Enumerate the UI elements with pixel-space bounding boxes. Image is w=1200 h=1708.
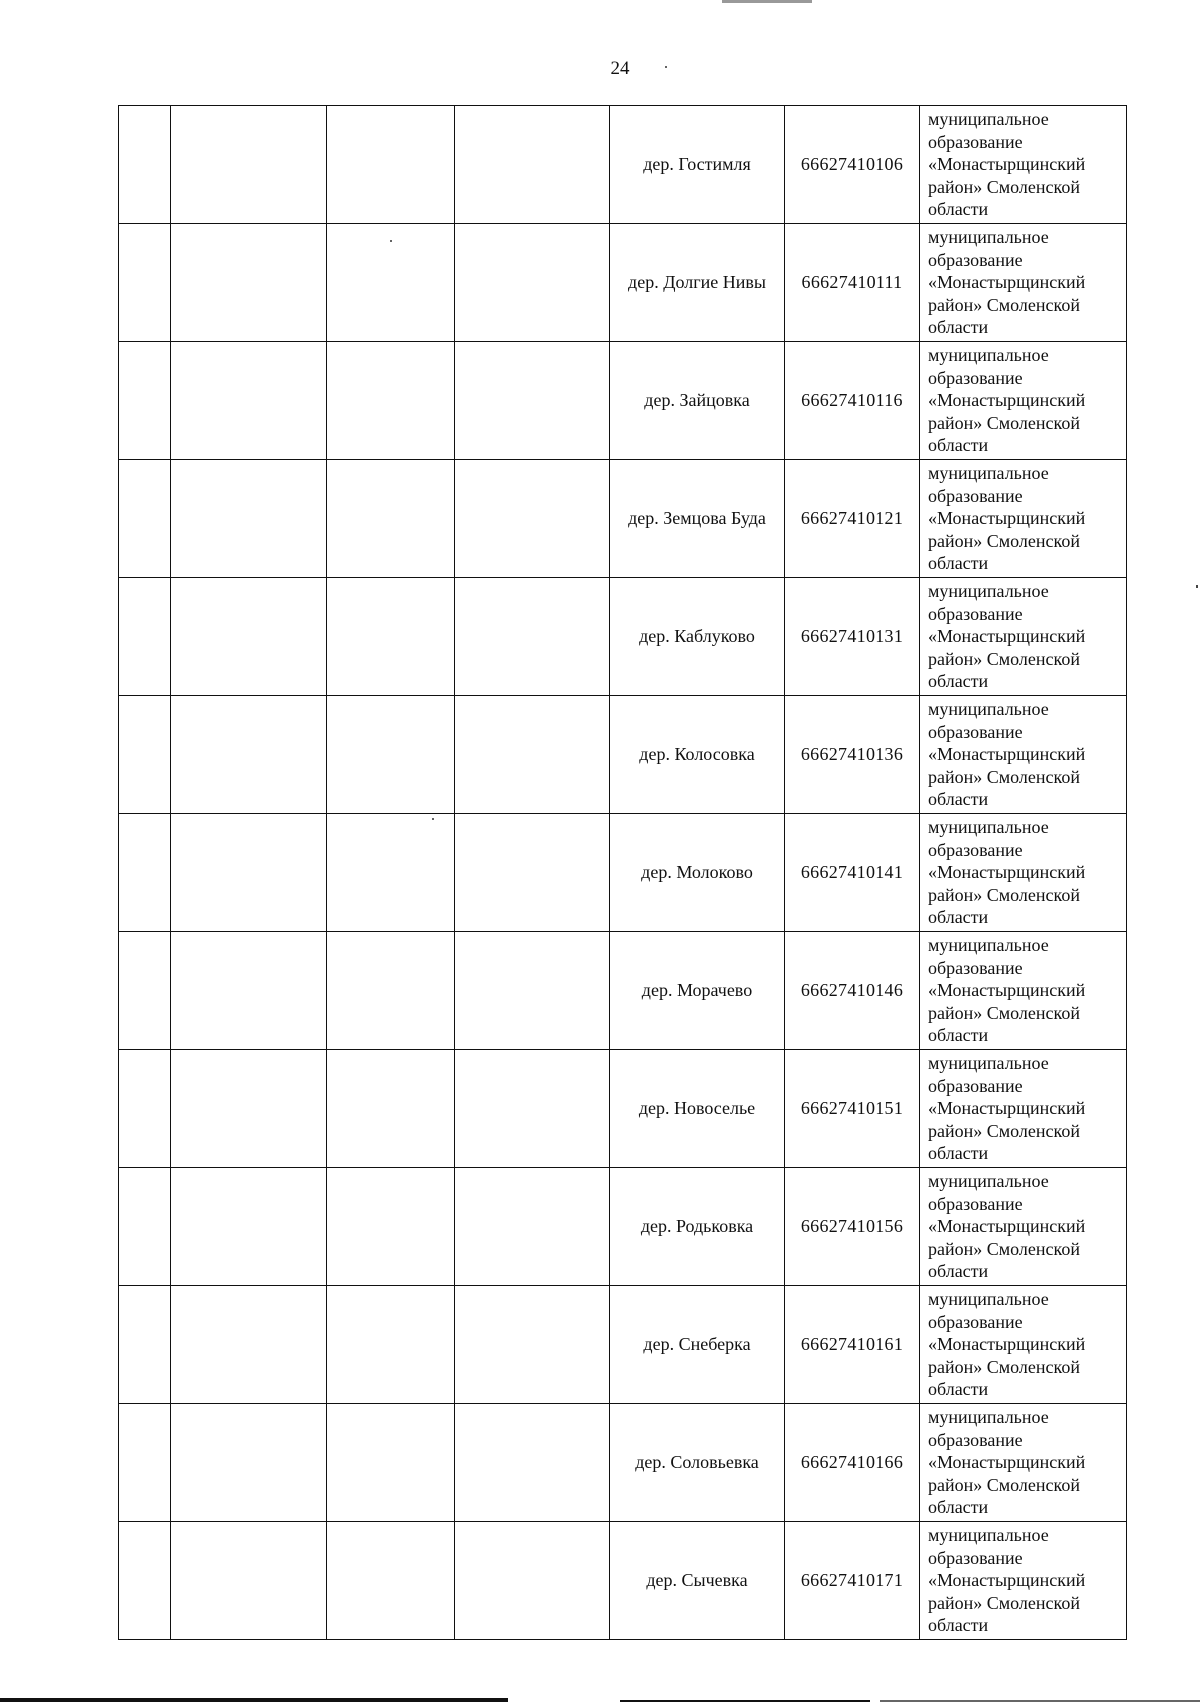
cell-col2 [171,814,327,932]
page-number: 24 [610,58,630,79]
cell-col3 [327,1404,455,1522]
cell-col4 [455,1050,610,1168]
cell-col2 [171,578,327,696]
cell-col3 [327,460,455,578]
table-row [119,224,1127,342]
table-row [119,1168,1127,1286]
table-row [119,696,1127,814]
settlement-name: дер. Молоково [610,814,785,932]
cell-col3 [327,814,455,932]
cell-col1 [119,696,171,814]
cell-col1 [119,106,171,224]
settlement-name: дер. Родьковка [610,1168,785,1286]
settlement-name: дер. Долгие Нивы [610,224,785,342]
settlement-name: дер. Зайцовка [610,342,785,460]
cell-col4 [455,1168,610,1286]
municipality-name: муниципальное образование «Монастырщинский район» Смоленской области [920,578,1127,696]
cell-col2 [171,932,327,1050]
cell-col1 [119,460,171,578]
municipality-name: муниципальное образование «Монастырщинский район» Смоленской области [920,1168,1127,1286]
cell-col3 [327,932,455,1050]
cell-col2 [171,1286,327,1404]
table-row [119,106,1127,224]
cell-col2 [171,1404,327,1522]
settlement-name: дер. Морачево [610,932,785,1050]
cell-col4 [455,1522,610,1640]
oktmo-code: 66627410171 [785,1522,920,1640]
scan-bottom-edge [620,1700,870,1702]
oktmo-code: 66627410111 [785,224,920,342]
municipality-name: муниципальное образование «Монастырщинский район» Смоленской области [920,1050,1127,1168]
settlement-name: дер. Гостимля [610,106,785,224]
table-row [119,1286,1127,1404]
cell-col3 [327,1050,455,1168]
cell-col4 [455,696,610,814]
cell-col1 [119,814,171,932]
cell-col1 [119,224,171,342]
settlement-name: дер. Соловьевка [610,1404,785,1522]
table-row [119,932,1127,1050]
cell-col1 [119,578,171,696]
municipality-name: муниципальное образование «Монастырщинский район» Смоленской области [920,1522,1127,1640]
cell-col1 [119,1168,171,1286]
municipality-name: муниципальное образование «Монастырщинский район» Смоленской области [920,106,1127,224]
oktmo-code: 66627410106 [785,106,920,224]
settlement-name: дер. Сычевка [610,1522,785,1640]
municipality-name: муниципальное образование «Монастырщинский район» Смоленской области [920,460,1127,578]
table-row [119,1050,1127,1168]
cell-col1 [119,1404,171,1522]
cell-col3 [327,1286,455,1404]
table-body [119,106,1127,1640]
oktmo-code: 66627410146 [785,932,920,1050]
cell-col3 [327,342,455,460]
cell-col1 [119,1522,171,1640]
cell-col1 [119,342,171,460]
oktmo-code: 66627410151 [785,1050,920,1168]
cell-col4 [455,1286,610,1404]
municipality-name: муниципальное образование «Монастырщинский район» Смоленской области [920,932,1127,1050]
municipality-name: муниципальное образование «Монастырщинский район» Смоленской области [920,696,1127,814]
cell-col3 [327,696,455,814]
cell-col4 [455,578,610,696]
cell-col2 [171,1522,327,1640]
cell-col3 [327,106,455,224]
cell-col2 [171,224,327,342]
scan-top-mark [722,0,812,3]
cell-col4 [455,460,610,578]
oktmo-code: 66627410166 [785,1404,920,1522]
scan-bottom-edge [880,1700,1200,1702]
cell-col2 [171,1168,327,1286]
cell-col2 [171,460,327,578]
settlement-name: дер. Колосовка [610,696,785,814]
table-row [119,814,1127,932]
cell-col1 [119,932,171,1050]
settlement-name: дер. Земцова Буда [610,460,785,578]
scan-speck [432,818,434,820]
table-row [119,1404,1127,1522]
cell-col3 [327,1168,455,1286]
scan-bottom-edge [0,1698,508,1702]
oktmo-code: 66627410131 [785,578,920,696]
cell-col4 [455,814,610,932]
municipality-name: муниципальное образование «Монастырщинский район» Смоленской области [920,1286,1127,1404]
municipality-name: муниципальное образование «Монастырщинский район» Смоленской области [920,1404,1127,1522]
settlements-table [118,105,1127,1640]
table-row [119,342,1127,460]
oktmo-code: 66627410141 [785,814,920,932]
scan-speck [665,66,667,68]
oktmo-code: 66627410161 [785,1286,920,1404]
cell-col4 [455,932,610,1050]
cell-col2 [171,696,327,814]
scan-speck [1196,585,1198,588]
oktmo-code: 66627410116 [785,342,920,460]
municipality-name: муниципальное образование «Монастырщинский район» Смоленской области [920,224,1127,342]
cell-col3 [327,578,455,696]
table-row [119,460,1127,578]
oktmo-code: 66627410121 [785,460,920,578]
cell-col4 [455,106,610,224]
cell-col2 [171,106,327,224]
oktmo-code: 66627410136 [785,696,920,814]
settlement-name: дер. Снеберка [610,1286,785,1404]
cell-col2 [171,1050,327,1168]
cell-col4 [455,342,610,460]
cell-col1 [119,1050,171,1168]
cell-col4 [455,224,610,342]
table-row [119,1522,1127,1640]
settlement-name: дер. Новоселье [610,1050,785,1168]
table-row [119,578,1127,696]
cell-col3 [327,1522,455,1640]
municipality-name: муниципальное образование «Монастырщинский район» Смоленской области [920,814,1127,932]
municipality-name: муниципальное образование «Монастырщинский район» Смоленской области [920,342,1127,460]
cell-col4 [455,1404,610,1522]
settlement-name: дер. Каблуково [610,578,785,696]
scan-speck [390,240,392,242]
oktmo-code: 66627410156 [785,1168,920,1286]
cell-col1 [119,1286,171,1404]
cell-col2 [171,342,327,460]
